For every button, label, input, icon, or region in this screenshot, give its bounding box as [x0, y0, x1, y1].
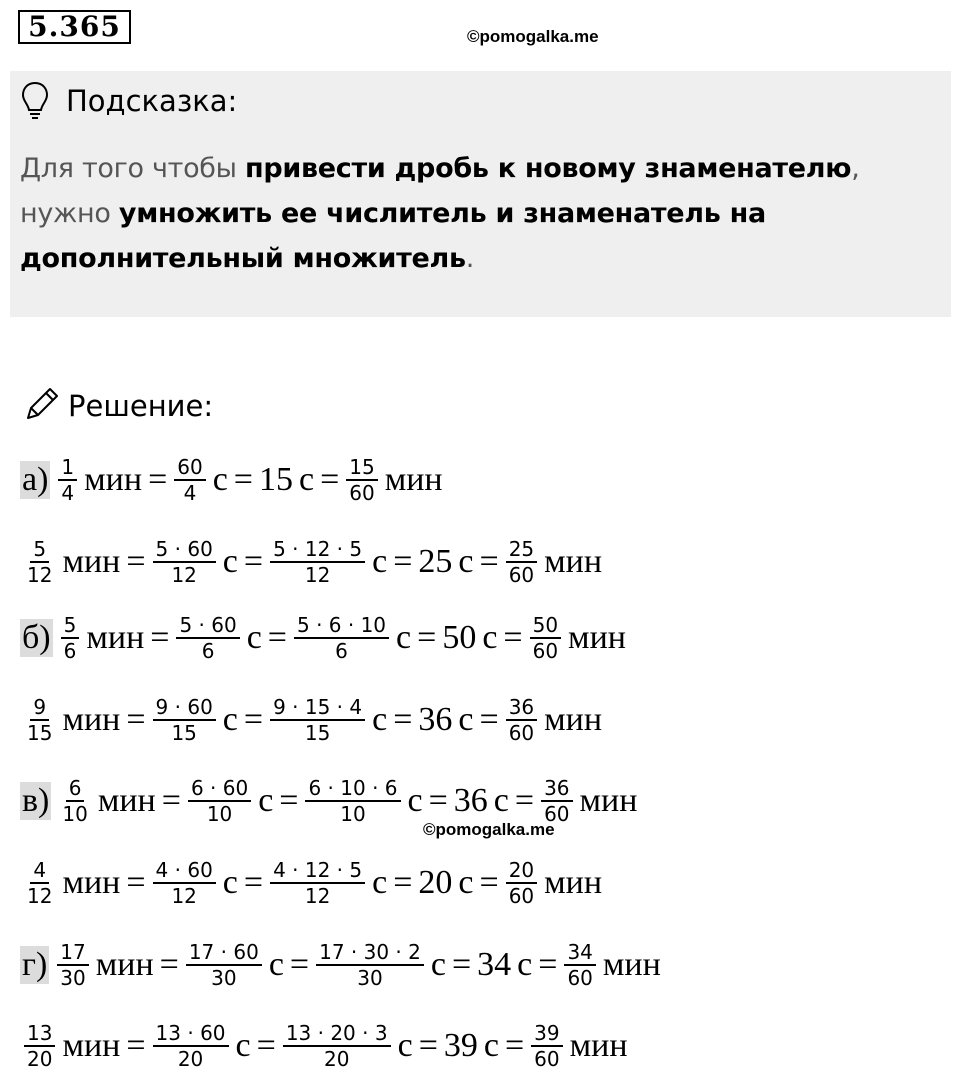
- equation-token: мин: [544, 864, 603, 901]
- equation-line: [20, 1021, 631, 1071]
- equation-token: 36: [453, 782, 488, 819]
- equation-token: =: [393, 543, 413, 580]
- fraction-denominator: 20: [323, 1047, 350, 1071]
- equation-token: мин: [62, 1027, 121, 1064]
- equation-line: [20, 695, 605, 745]
- fraction: [176, 613, 239, 663]
- solution-title: Решение:: [68, 389, 214, 423]
- equation-token: мин: [86, 619, 145, 656]
- equation-token: 39: [443, 1027, 478, 1064]
- equation-token: мин: [544, 543, 603, 580]
- hint-segment: нужно: [20, 198, 119, 229]
- fraction: [531, 1021, 562, 1071]
- equation-token: =: [279, 782, 299, 819]
- fraction: [283, 1021, 391, 1071]
- fraction: [174, 455, 205, 505]
- item-letter: б): [22, 619, 51, 656]
- equation-token: =: [538, 946, 558, 983]
- item-letter: в): [22, 782, 50, 819]
- fraction: [24, 537, 55, 587]
- fraction: [58, 455, 77, 505]
- equation-token: =: [514, 782, 535, 819]
- fraction-numerator: 5 · 6 · 10: [294, 613, 389, 639]
- fraction: [506, 858, 537, 908]
- equation-token: 36: [418, 701, 453, 738]
- fraction-denominator: 20: [177, 1047, 204, 1071]
- fraction: [59, 776, 90, 826]
- equation-token: с: [268, 946, 284, 983]
- fraction: [153, 537, 216, 587]
- equation-token: =: [428, 782, 448, 819]
- equation-token: с: [483, 1027, 499, 1064]
- equation-token: =: [243, 543, 264, 580]
- equation-token: с: [493, 782, 509, 819]
- equation-token: мин: [384, 461, 443, 498]
- fraction-numerator: 34: [564, 940, 595, 966]
- equation-token: =: [243, 701, 264, 738]
- hint-segment: .: [465, 243, 475, 274]
- fraction-numerator: 50: [530, 613, 561, 639]
- fraction: [153, 695, 216, 745]
- item-letter: г): [22, 946, 48, 983]
- fraction-denominator: 60: [508, 563, 535, 587]
- equation-token: с: [482, 619, 498, 656]
- fraction-numerator: 36: [506, 695, 537, 721]
- equation-token: с: [407, 782, 423, 819]
- fraction-denominator: 60: [534, 1047, 560, 1071]
- watermark-top: ©pomogalka.me: [467, 27, 599, 46]
- equation-token: =: [126, 1027, 146, 1064]
- fraction-denominator: 12: [27, 563, 53, 587]
- fraction-numerator: 9 · 15 · 4: [270, 695, 365, 721]
- equation-token: =: [503, 619, 523, 656]
- equation-token: =: [504, 1027, 525, 1064]
- fraction-numerator: 5 · 60: [176, 613, 239, 639]
- equation-line: [20, 940, 664, 990]
- fraction-denominator: 12: [304, 563, 331, 587]
- equation-token: мин: [62, 864, 121, 901]
- fraction-numerator: 13 · 20 · 3: [283, 1021, 391, 1047]
- task-number: 5.365: [18, 10, 131, 44]
- fraction-numerator: 5: [30, 537, 49, 563]
- equation-token: =: [320, 461, 340, 498]
- fraction: [188, 776, 251, 826]
- equation-token: =: [161, 782, 181, 819]
- equation-token: с: [458, 864, 474, 901]
- fraction: [270, 695, 365, 745]
- fraction-numerator: 25: [506, 537, 537, 563]
- equation-token: с: [430, 946, 446, 983]
- equation-line: [20, 613, 629, 663]
- equation-token: с: [458, 543, 474, 580]
- fraction: [530, 613, 561, 663]
- fraction: [270, 537, 365, 587]
- fraction: [270, 858, 365, 908]
- equation-token: с: [235, 1027, 251, 1064]
- fraction-numerator: 13 · 60: [153, 1021, 229, 1047]
- fraction-denominator: 6: [201, 639, 215, 663]
- fraction: [564, 940, 595, 990]
- fraction-denominator: 30: [60, 966, 86, 990]
- fraction: [506, 537, 537, 587]
- fraction-denominator: 12: [304, 884, 331, 908]
- equation-line: [20, 776, 640, 826]
- equation-token: =: [126, 701, 146, 738]
- equation-token: мин: [97, 782, 156, 819]
- fraction-numerator: 6 · 10 · 6: [305, 776, 400, 802]
- equation-token: 15: [258, 461, 293, 498]
- equation-token: =: [267, 619, 287, 656]
- equation-token: =: [243, 864, 264, 901]
- fraction-numerator: 17 · 60: [186, 940, 262, 966]
- fraction-denominator: 6: [63, 639, 77, 663]
- equation-token: =: [479, 701, 499, 738]
- fraction-denominator: 4: [61, 481, 75, 505]
- fraction: [506, 695, 537, 745]
- hint-segment: умножить ее числитель и знаменатель на: [118, 198, 766, 229]
- fraction-denominator: 10: [206, 802, 233, 826]
- fraction: [294, 613, 389, 663]
- equation-token: =: [148, 461, 168, 498]
- equation-token: =: [126, 864, 146, 901]
- fraction: [57, 940, 88, 990]
- fraction-numerator: 13: [24, 1021, 55, 1047]
- fraction: [346, 455, 377, 505]
- equation-token: =: [233, 461, 253, 498]
- fraction: [24, 695, 55, 745]
- equation-token: с: [396, 619, 412, 656]
- fraction-numerator: 17 · 30 · 2: [316, 940, 424, 966]
- fraction-numerator: 17: [57, 940, 88, 966]
- pencil-icon: [22, 384, 62, 424]
- equation-line: [20, 537, 605, 587]
- fraction-denominator: 12: [171, 563, 197, 587]
- fraction: [153, 858, 216, 908]
- fraction: [305, 776, 400, 826]
- fraction: [541, 776, 572, 826]
- item-letter: а): [22, 461, 49, 498]
- hint-segment: ,: [851, 153, 860, 184]
- fraction-numerator: 6: [66, 776, 85, 802]
- equation-token: =: [256, 1027, 276, 1064]
- fraction: [61, 613, 80, 663]
- equation-token: мин: [62, 543, 121, 580]
- fraction-denominator: 30: [211, 966, 237, 990]
- equation-token: =: [451, 946, 472, 983]
- fraction: [186, 940, 262, 990]
- equation-token: мин: [95, 946, 154, 983]
- fraction-denominator: 60: [544, 802, 570, 826]
- fraction-denominator: 10: [340, 802, 366, 826]
- fraction-numerator: 4 · 12 · 5: [270, 858, 365, 884]
- fraction-denominator: 15: [304, 721, 331, 745]
- fraction-denominator: 4: [183, 481, 197, 505]
- fraction-denominator: 60: [508, 721, 535, 745]
- fraction-numerator: 9 · 60: [153, 695, 216, 721]
- fraction-numerator: 36: [541, 776, 572, 802]
- equation-token: с: [397, 1027, 413, 1064]
- fraction: [153, 1021, 229, 1071]
- lightbulb-icon: [20, 80, 50, 120]
- fraction: [24, 1021, 55, 1071]
- equation-token: с: [298, 461, 315, 498]
- equation-token: с: [222, 543, 238, 580]
- hint-segment: привести дробь к новому знаменателю: [244, 153, 852, 184]
- watermark-middle: ©pomogalka.me: [423, 820, 555, 839]
- hint-title: Подсказка:: [66, 84, 238, 118]
- fraction-numerator: 1: [58, 455, 77, 481]
- equation-token: =: [289, 946, 310, 983]
- equation-token: мин: [544, 701, 603, 738]
- equation-token: =: [418, 1027, 438, 1064]
- equation-token: 34: [477, 946, 512, 983]
- equation-token: с: [222, 701, 238, 738]
- equation-token: мин: [84, 461, 143, 498]
- equation-token: мин: [579, 782, 638, 819]
- equation-token: мин: [569, 1027, 628, 1064]
- equation-token: мин: [602, 946, 661, 983]
- hint-segment: Для того чтобы: [20, 153, 245, 184]
- fraction-numerator: 60: [174, 455, 205, 481]
- fraction-numerator: 5 · 12 · 5: [270, 537, 365, 563]
- fraction-numerator: 4 · 60: [153, 858, 216, 884]
- equation-line: [20, 858, 605, 908]
- fraction-denominator: 20: [27, 1047, 53, 1071]
- fraction-denominator: 12: [171, 884, 197, 908]
- fraction: [316, 940, 424, 990]
- hint-text: [20, 146, 920, 281]
- fraction-denominator: 15: [27, 721, 53, 745]
- equation-token: с: [222, 864, 238, 901]
- equation-token: =: [393, 864, 413, 901]
- fraction-numerator: 5: [61, 613, 80, 639]
- fraction-numerator: 15: [346, 455, 377, 481]
- equation-token: с: [246, 619, 262, 656]
- fraction-denominator: 10: [62, 802, 88, 826]
- hint-segment: дополнительный множитель: [20, 243, 466, 274]
- equation-token: мин: [568, 619, 626, 656]
- equation-token: с: [517, 946, 533, 983]
- equation-token: с: [372, 701, 388, 738]
- equation-token: =: [479, 864, 499, 901]
- equation-token: мин: [62, 701, 121, 738]
- equation-token: 20: [418, 864, 453, 901]
- fraction-numerator: 20: [506, 858, 537, 884]
- fraction-numerator: 4: [30, 858, 49, 884]
- equation-token: =: [159, 946, 179, 983]
- fraction-denominator: 6: [335, 639, 348, 663]
- fraction-numerator: 9: [30, 695, 49, 721]
- equation-token: =: [479, 543, 499, 580]
- fraction-numerator: 39: [531, 1021, 562, 1047]
- fraction-denominator: 15: [171, 721, 197, 745]
- equation-token: =: [150, 619, 170, 656]
- equation-line: [20, 455, 446, 505]
- equation-token: с: [258, 782, 274, 819]
- equation-token: 25: [418, 543, 453, 580]
- equation-token: 50: [442, 619, 477, 656]
- fraction-numerator: 5 · 60: [153, 537, 216, 563]
- fraction-denominator: 60: [567, 966, 593, 990]
- fraction-numerator: 6 · 60: [188, 776, 251, 802]
- equation-token: =: [417, 619, 437, 656]
- equation-token: с: [372, 543, 388, 580]
- fraction-denominator: 60: [532, 639, 559, 663]
- equation-token: с: [212, 461, 228, 498]
- fraction-denominator: 60: [349, 481, 375, 505]
- fraction-denominator: 12: [27, 884, 53, 908]
- equation-token: с: [458, 701, 474, 738]
- equation-token: =: [126, 543, 146, 580]
- fraction: [24, 858, 55, 908]
- equation-token: =: [393, 701, 413, 738]
- equation-token: с: [372, 864, 388, 901]
- fraction-denominator: 30: [357, 966, 383, 990]
- fraction-denominator: 60: [508, 884, 535, 908]
